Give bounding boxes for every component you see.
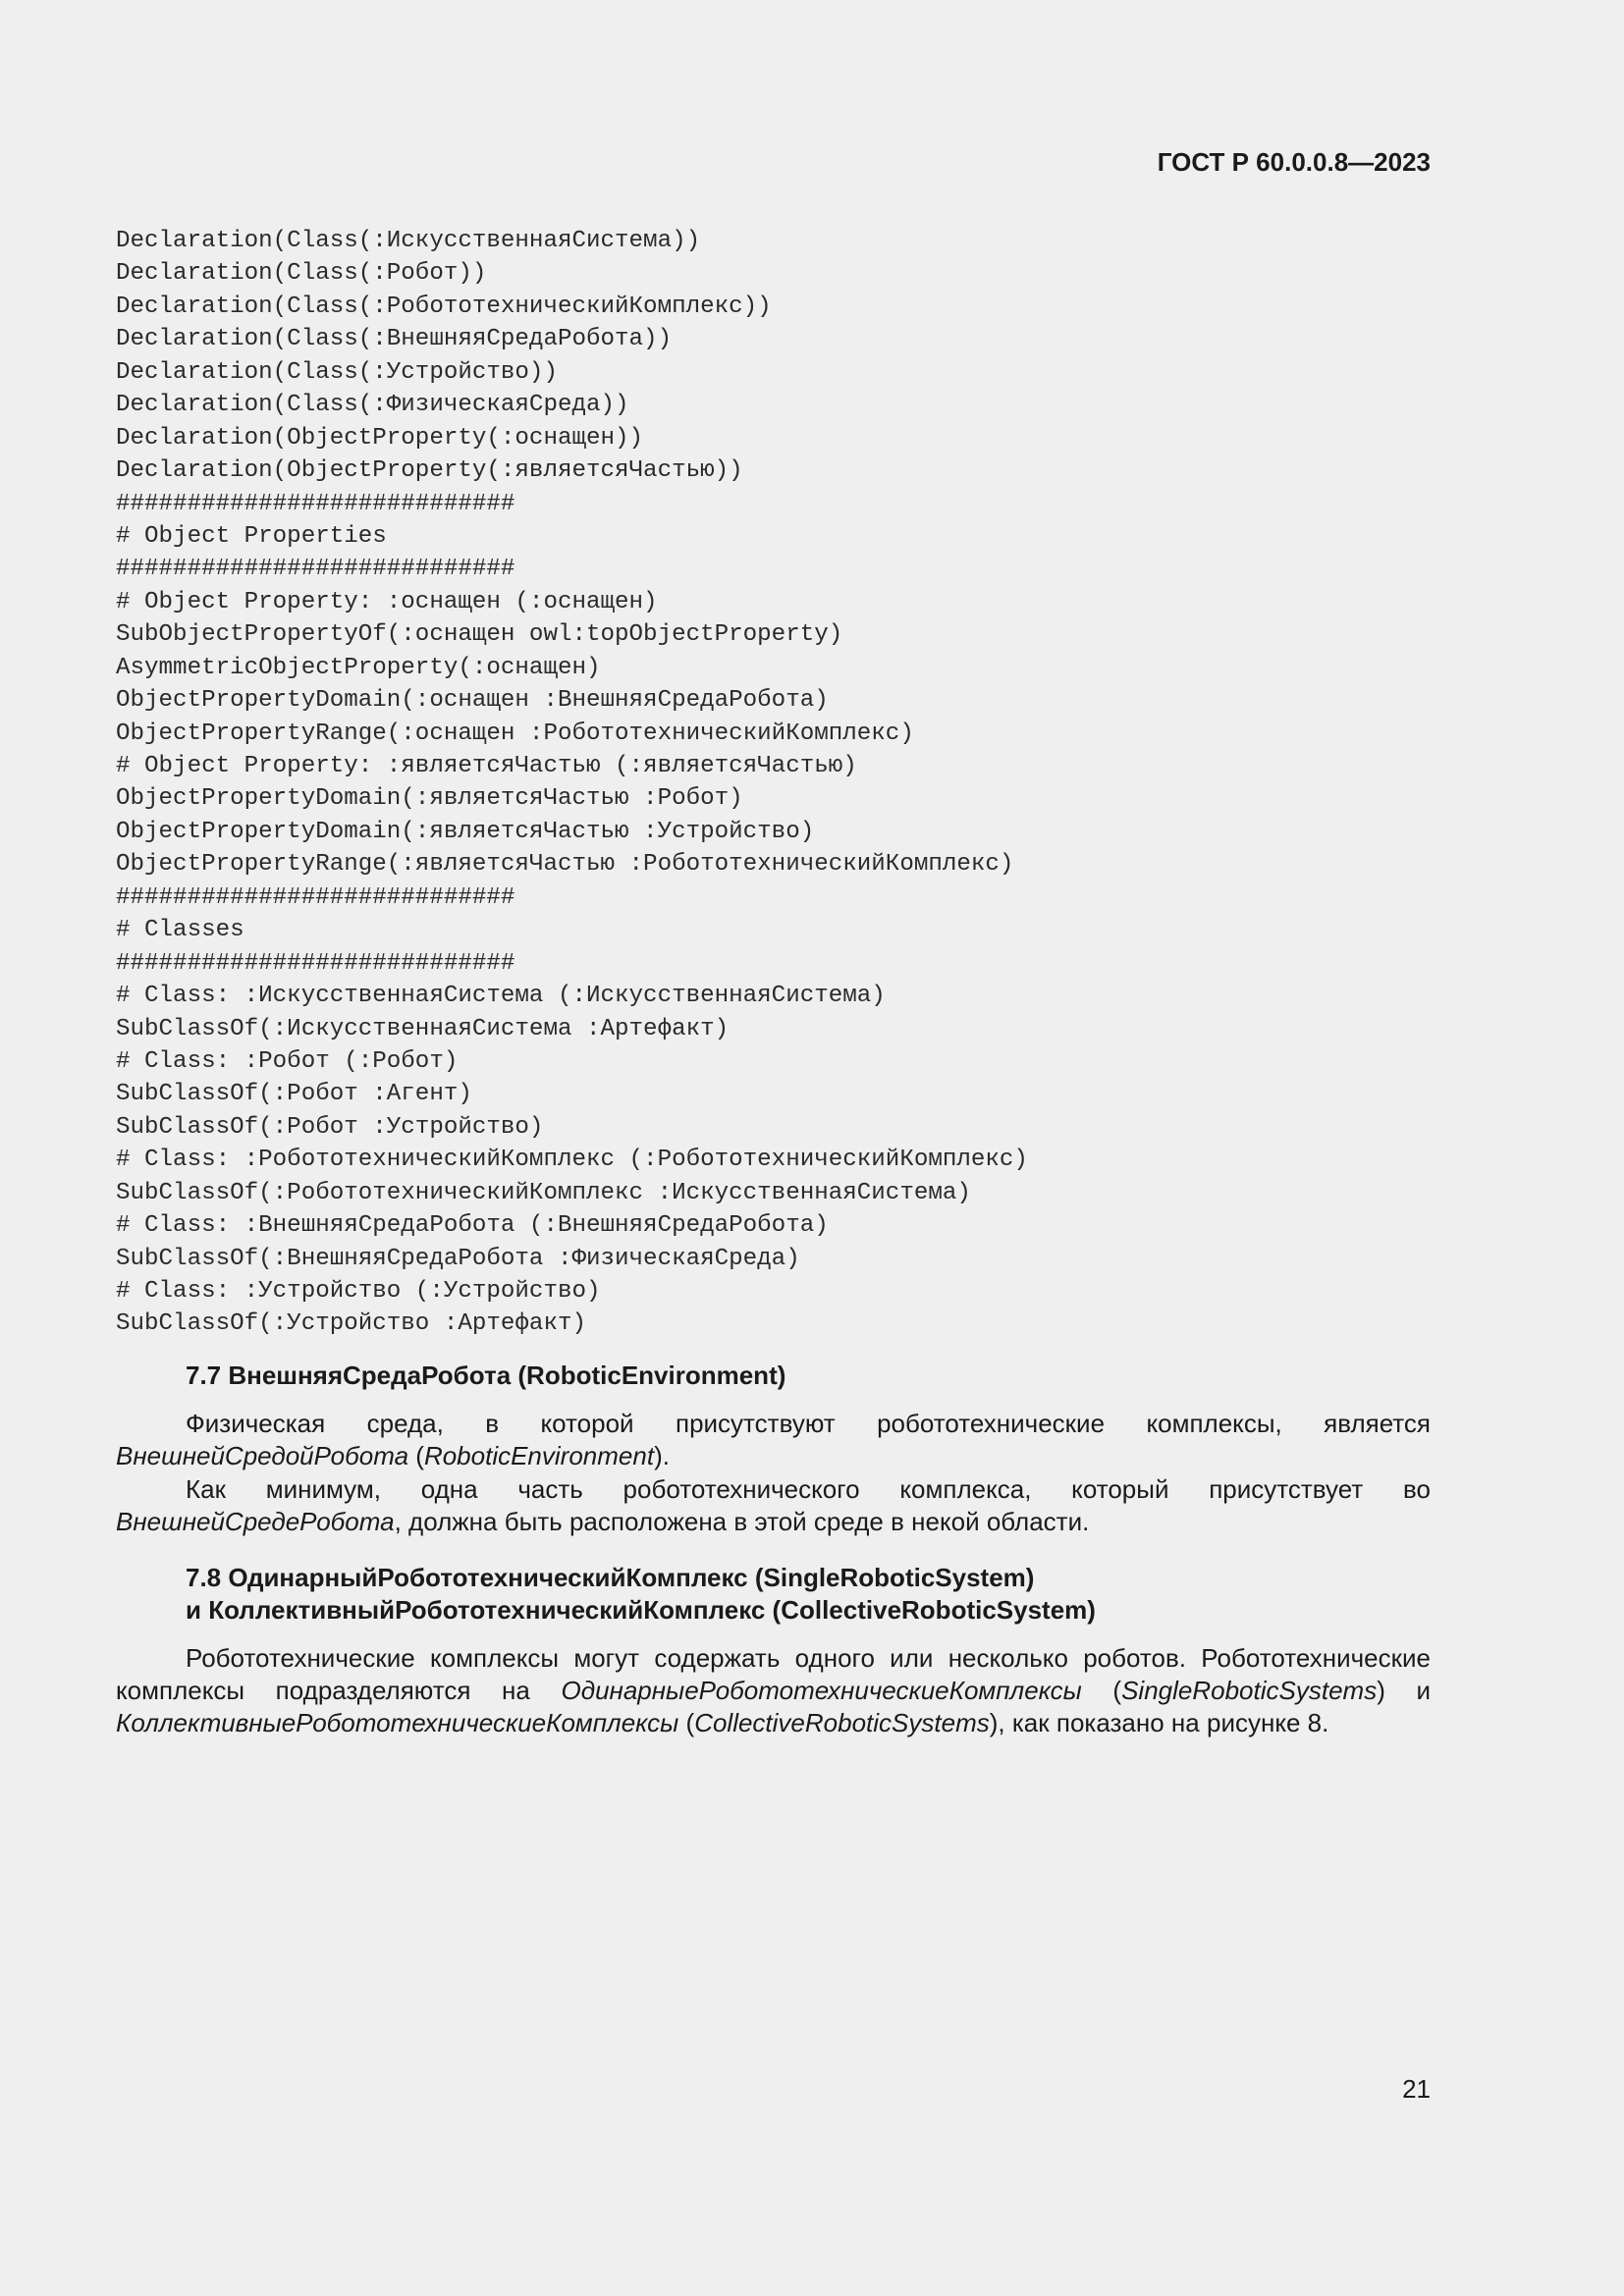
italic-term: CollectiveRoboticSystems bbox=[694, 1708, 990, 1737]
code-line: # Class: :ВнешняяСредаРобота (:ВнешняяСредаРобота) bbox=[116, 1212, 829, 1240]
code-line: AsymmetricObjectProperty(:оснащен) bbox=[116, 654, 601, 681]
code-line: # Class: :Устройство (:Устройство) bbox=[116, 1278, 601, 1305]
code-line: SubClassOf(:Робот :Устройство) bbox=[116, 1113, 544, 1141]
code-line: ObjectPropertyRange(:оснащен :РобототехническийКомплекс) bbox=[116, 720, 914, 747]
text: , должна быть расположена в этой среде в некой области. bbox=[394, 1507, 1090, 1536]
code-line: # Class: :ИскусственнаяСистема (:ИскусственнаяСистема) bbox=[116, 983, 886, 1010]
code-line: # Classes bbox=[116, 917, 244, 944]
italic-term: ВнешнейСредеРобота bbox=[116, 1507, 395, 1536]
code-line: ObjectPropertyRange(:являетсяЧастью :РобототехническийКомплекс) bbox=[116, 851, 1014, 879]
section-7-8 bbox=[116, 1562, 1431, 1739]
italic-term: RoboticEnvironment bbox=[423, 1441, 655, 1470]
code-line: ObjectPropertyDomain(:являетсяЧастью :Робот) bbox=[116, 785, 743, 813]
section-7-7 bbox=[116, 1360, 1431, 1538]
owl-code-block bbox=[116, 225, 1490, 1341]
code-line: ObjectPropertyDomain(:оснащен :ВнешняяСредаРобота) bbox=[116, 687, 829, 715]
code-line: SubClassOf(:Робот :Агент) bbox=[116, 1081, 472, 1108]
paragraph bbox=[116, 1408, 1431, 1472]
italic-term: КоллективныеРобототехническиеКомплексы bbox=[116, 1708, 679, 1737]
code-line: SubClassOf(:Устройство :Артефакт) bbox=[116, 1310, 586, 1338]
text: ( bbox=[1081, 1676, 1122, 1705]
code-line: Declaration(Class(:Устройство)) bbox=[116, 358, 558, 386]
text: Физическая среда, в которой присутствуют робототехнические комплексы, является bbox=[186, 1409, 1431, 1438]
code-line: SubClassOf(:ИскусственнаяСистема :Артефакт) bbox=[116, 1015, 730, 1042]
text: Как минимум, одна часть робототехнического комплекса, который присутствует во bbox=[186, 1474, 1431, 1504]
text: ) и bbox=[1377, 1676, 1431, 1705]
section-heading: 7.7 ВнешняяСредаРобота (RoboticEnvironment) bbox=[186, 1361, 786, 1390]
document-header: ГОСТ Р 60.0.0.8—2023 bbox=[1157, 147, 1431, 177]
text: ), как показано на рисунке 8. bbox=[989, 1708, 1329, 1737]
code-line: Declaration(Class(:ФизическаяСреда)) bbox=[116, 392, 629, 419]
code-line: ############################ bbox=[116, 490, 515, 517]
code-line: # Object Property: :оснащен (:оснащен) bbox=[116, 588, 658, 615]
code-line: Declaration(Class(:ВнешняяСредаРобота)) bbox=[116, 326, 673, 353]
page-number: 21 bbox=[1402, 2074, 1431, 2104]
text: ( bbox=[678, 1708, 695, 1737]
code-line: Declaration(ObjectProperty(:являетсяЧастью)) bbox=[116, 457, 743, 485]
paragraph bbox=[116, 1473, 1431, 1538]
code-line: ############################ bbox=[116, 949, 515, 977]
code-line: SubClassOf(:ВнешняяСредаРобота :ФизическаяСреда) bbox=[116, 1245, 800, 1272]
code-line: # Object Properties bbox=[116, 522, 387, 550]
code-line: Declaration(Class(:РобототехническийКомплекс)) bbox=[116, 293, 772, 320]
code-line: ObjectPropertyDomain(:являетсяЧастью :Устройство) bbox=[116, 818, 815, 845]
heading-line: 7.8 ОдинарныйРобототехническийКомплекс (SingleRoboticSystem) bbox=[186, 1563, 1035, 1592]
code-line: # Class: :РобототехническийКомплекс (:РобототехническийКомплекс) bbox=[116, 1147, 1028, 1174]
code-line: ############################ bbox=[116, 883, 515, 911]
code-line: # Object Property: :являетсяЧастью (:являетсяЧастью) bbox=[116, 753, 857, 779]
code-line: SubClassOf(:РобототехническийКомплекс :ИскусственнаяСистема) bbox=[116, 1179, 971, 1206]
italic-term: ОдинарныеРобототехническиеКомплексы bbox=[561, 1676, 1082, 1705]
text: Робототехнические комплексы могут содержать одного или несколько роботов. Робототехнические комплексы подразделяются на bbox=[116, 1643, 1431, 1705]
text: ). bbox=[654, 1441, 670, 1470]
section-heading bbox=[116, 1562, 1431, 1627]
paragraph bbox=[116, 1642, 1431, 1739]
heading-line: и КоллективныйРобототехническийКомплекс (CollectiveRoboticSystem) bbox=[186, 1595, 1096, 1625]
code-line: Declaration(ObjectProperty(:оснащен)) bbox=[116, 424, 644, 452]
code-line: Declaration(Class(:Робот)) bbox=[116, 260, 487, 288]
italic-term: SingleRoboticSystems bbox=[1121, 1676, 1378, 1705]
code-line: # Class: :Робот (:Робот) bbox=[116, 1047, 459, 1075]
code-line: Declaration(Class(:ИскусственнаяСистема)) bbox=[116, 228, 701, 254]
code-line: ############################ bbox=[116, 556, 515, 583]
code-line: SubObjectPropertyOf(:оснащен owl:topObjectProperty) bbox=[116, 621, 843, 649]
italic-term: ВнешнейСредойРобота bbox=[116, 1441, 409, 1470]
text: ( bbox=[408, 1441, 424, 1470]
